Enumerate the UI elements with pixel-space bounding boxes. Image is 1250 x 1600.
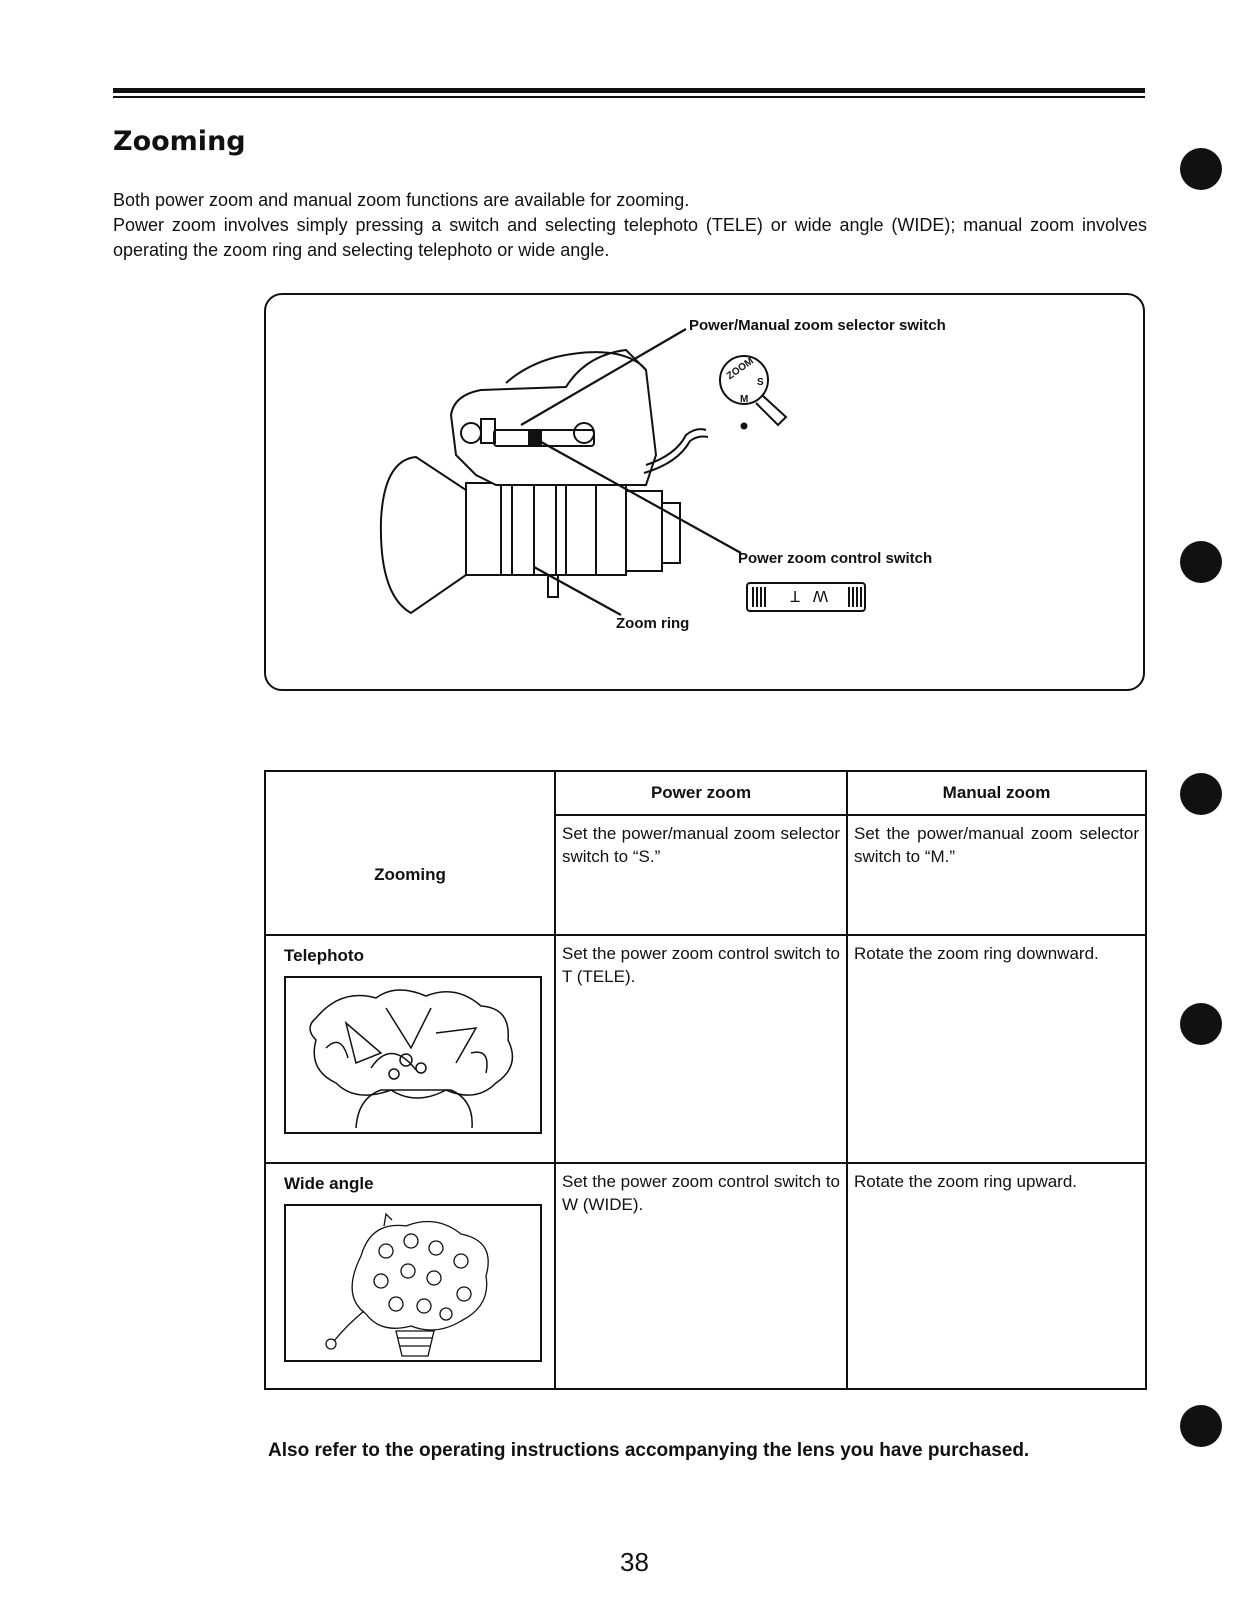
intro-text — [113, 188, 1147, 263]
callout-selector-switch: Power/Manual zoom selector switch — [689, 317, 946, 334]
footnote: Also refer to the operating instructions accompanying the lens you have purchased. — [268, 1440, 1030, 1461]
header-rule — [113, 88, 1145, 93]
binding-hole-mark — [1180, 541, 1222, 583]
lens-diagram — [264, 293, 1145, 691]
cell-zooming-manual: Set the power/manual zoom selector switch to “M.” — [847, 815, 1146, 935]
table-corner-cell — [265, 771, 555, 815]
dial-s-label: S — [757, 377, 764, 388]
binding-hole-mark — [1180, 1405, 1222, 1447]
zoom-table — [264, 770, 1147, 1390]
table-row — [265, 935, 1146, 1163]
header-power-zoom: Power zoom — [555, 771, 847, 815]
intro-line-2: Power zoom involves simply pressing a switch and selecting telephoto (TELE) or wide angle (WIDE); manual zoom involves operating the zoom ring and selecting telephoto or wide angle. — [113, 215, 1147, 260]
row-wide-angle-cell — [265, 1163, 555, 1389]
page-title: Zooming — [113, 126, 246, 157]
binding-hole-mark — [1180, 1003, 1222, 1045]
page-number: 38 — [620, 1547, 649, 1577]
cell-zooming-power: Set the power/manual zoom selector switch to “S.” — [555, 815, 847, 935]
dial-m-label: M — [740, 394, 749, 405]
cell-wide-angle-power: Set the power zoom control switch to W (WIDE). — [555, 1163, 847, 1389]
wide-angle-flower-image — [284, 1204, 542, 1362]
intro-line-1: Both power zoom and manual zoom functions are available for zooming. — [113, 190, 690, 210]
callout-control-switch: Power zoom control switch — [738, 550, 933, 567]
row-telephoto-cell — [265, 935, 555, 1163]
header-manual-zoom: Manual zoom — [847, 771, 1146, 815]
row-label-telephoto: Telephoto — [284, 946, 364, 965]
switch-t-label: T — [790, 587, 800, 604]
header-rule-thin — [113, 96, 1145, 98]
cell-telephoto-manual: Rotate the zoom ring downward. — [847, 935, 1146, 1163]
cell-wide-angle-manual: Rotate the zoom ring upward. — [847, 1163, 1146, 1389]
table-row — [265, 815, 1146, 935]
lens-illustration — [266, 295, 1147, 693]
table-header-row — [265, 771, 1146, 815]
row-label-zooming: Zooming — [265, 815, 555, 935]
callout-zoom-ring: Zoom ring — [616, 615, 690, 632]
row-label-wide-angle: Wide angle — [284, 1174, 374, 1193]
switch-w-label: W — [812, 587, 828, 604]
binding-hole-mark — [1180, 148, 1222, 190]
dial-zoom-label: ZOOM — [724, 355, 756, 383]
telephoto-flower-image — [284, 976, 542, 1134]
binding-hole-mark — [1180, 773, 1222, 815]
cell-telephoto-power: Set the power zoom control switch to T (TELE). — [555, 935, 847, 1163]
table-row — [265, 1163, 1146, 1389]
